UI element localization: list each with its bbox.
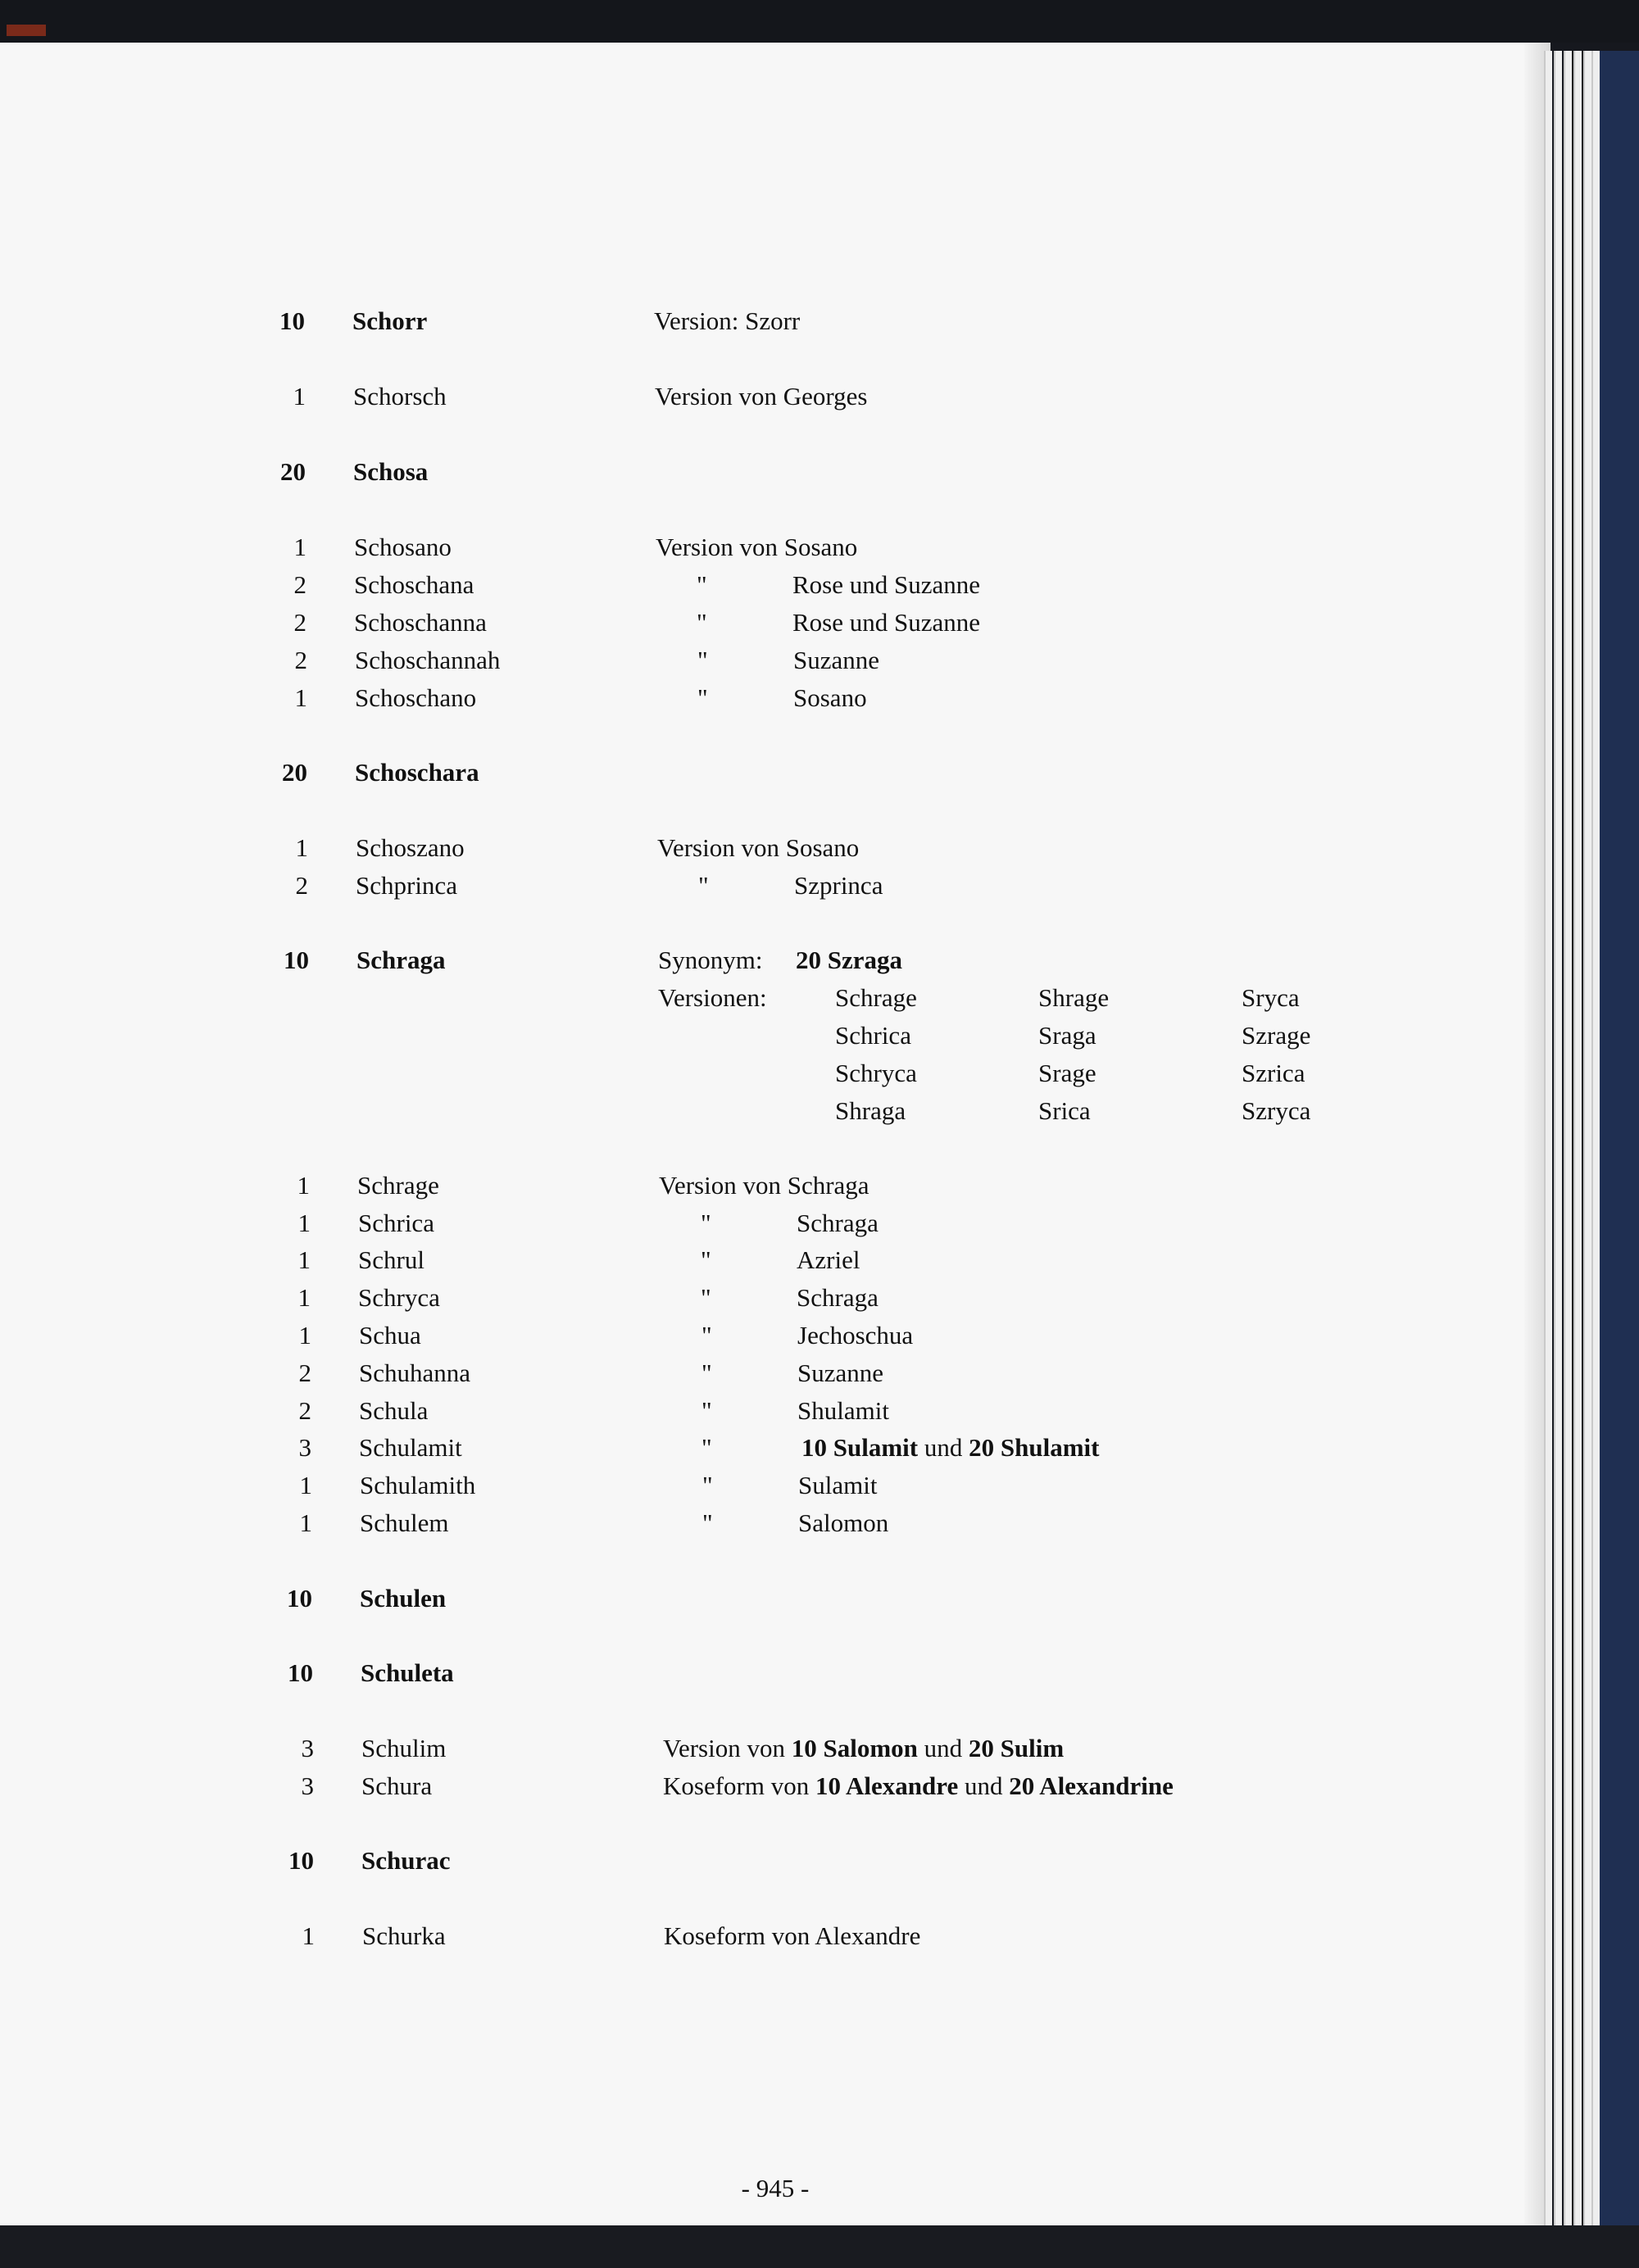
entry-reference: Szprinca bbox=[794, 871, 883, 900]
version-name: Sraga bbox=[1038, 1021, 1096, 1050]
book-cover-edge bbox=[1600, 51, 1639, 2230]
entry-description: Koseform von Alexandre bbox=[664, 1921, 921, 1950]
entry-reference: Suzanne bbox=[793, 646, 880, 674]
entry-count: 1 bbox=[302, 1921, 315, 1950]
ditto-mark: " bbox=[701, 1245, 711, 1274]
entry-name: Schula bbox=[359, 1396, 429, 1425]
ditto-mark: " bbox=[697, 570, 707, 599]
entry-reference: Azriel bbox=[797, 1245, 860, 1274]
entry-name: Schoschanna bbox=[354, 608, 487, 637]
entry-reference: Salomon bbox=[798, 1508, 889, 1537]
entry-name: Schosano bbox=[354, 533, 452, 561]
entry-reference: Schraga bbox=[797, 1283, 879, 1312]
description-part: 20 Sulim bbox=[968, 1734, 1065, 1762]
entry-count: 2 bbox=[295, 871, 308, 900]
version-name: Sryca bbox=[1242, 983, 1300, 1012]
entry-name: Schoschana bbox=[354, 570, 474, 599]
ditto-mark: " bbox=[701, 1433, 712, 1462]
entry-name: Schorr bbox=[352, 306, 428, 335]
entry-count: 1 bbox=[299, 1471, 312, 1499]
description-part: und bbox=[958, 1771, 1010, 1800]
entry-name: Schoszano bbox=[356, 833, 465, 862]
entry-name: Schosa bbox=[353, 457, 429, 486]
entry-name: Schuhanna bbox=[359, 1359, 471, 1387]
ditto-mark: " bbox=[698, 871, 709, 900]
entry-count: 10 bbox=[287, 1584, 312, 1613]
entry-count: 1 bbox=[297, 1171, 310, 1200]
entry-description: Version von Schraga bbox=[659, 1171, 869, 1200]
entry-count: 2 bbox=[298, 1359, 311, 1387]
scan-background-top bbox=[0, 0, 1639, 43]
entry-name: Schulen bbox=[360, 1584, 447, 1613]
ditto-mark: " bbox=[701, 1396, 712, 1425]
entry-reference: Sulamit bbox=[798, 1471, 878, 1499]
entry-name: Schurac bbox=[361, 1846, 451, 1875]
versions-label: Versionen: bbox=[658, 983, 767, 1012]
entry-count: 1 bbox=[294, 683, 307, 712]
entry-count: 2 bbox=[293, 570, 306, 599]
scan-corner-mark bbox=[7, 25, 46, 36]
version-name: Srica bbox=[1038, 1096, 1091, 1125]
entry-reference: Suzanne bbox=[797, 1359, 884, 1387]
entry-reference: Shulamit bbox=[797, 1396, 889, 1425]
version-name: Szrage bbox=[1242, 1021, 1311, 1050]
entry-count: 1 bbox=[297, 1245, 311, 1274]
entry-count: 1 bbox=[297, 1283, 311, 1312]
entry-count: 10 bbox=[288, 1658, 313, 1687]
scan-background-bottom bbox=[0, 2225, 1639, 2268]
entry-reference: Sosano bbox=[793, 683, 867, 712]
entry-count: 1 bbox=[298, 1321, 311, 1349]
entry-reference: Jechoschua bbox=[797, 1321, 914, 1349]
entry-description: Version von Georges bbox=[655, 382, 868, 411]
entry-name: Schura bbox=[361, 1771, 433, 1800]
entry-reference: Rose und Suzanne bbox=[792, 608, 981, 637]
entry-name: Schulim bbox=[361, 1734, 447, 1762]
entry-description: Version: Szorr bbox=[654, 306, 801, 335]
entry-name: Schrage bbox=[357, 1171, 439, 1200]
ditto-mark: " bbox=[701, 1209, 711, 1237]
entry-name: Schoschano bbox=[355, 683, 477, 712]
description-part: Version von bbox=[663, 1734, 792, 1762]
entry-name: Schua bbox=[359, 1321, 421, 1349]
entry-name: Schurka bbox=[362, 1921, 446, 1950]
entry-count: 20 bbox=[280, 457, 306, 486]
ditto-mark: " bbox=[697, 646, 708, 674]
entry-name: Schulamit bbox=[359, 1433, 462, 1462]
book-page bbox=[0, 43, 1550, 2225]
entry-count: 1 bbox=[299, 1508, 312, 1537]
entry-name: Schprinca bbox=[356, 871, 457, 900]
entry-count: 3 bbox=[301, 1734, 314, 1762]
ditto-mark: " bbox=[701, 1283, 711, 1312]
description-part: 10 Salomon bbox=[791, 1734, 918, 1762]
version-name: Shrage bbox=[1038, 983, 1110, 1012]
entry-count: 20 bbox=[282, 758, 307, 787]
description-part: und bbox=[917, 1734, 969, 1762]
synonym-label: Synonym: bbox=[658, 946, 763, 974]
ditto-mark: " bbox=[697, 683, 708, 712]
entry-count: 1 bbox=[295, 833, 308, 862]
description-part: Koseform von bbox=[663, 1771, 815, 1800]
entry-description bbox=[663, 1734, 1064, 1763]
version-name: Schrica bbox=[835, 1021, 911, 1050]
reference-part: 20 Shulamit bbox=[969, 1433, 1100, 1462]
synonym-value: 20 Szraga bbox=[796, 946, 903, 974]
description-part: 10 Alexandre bbox=[815, 1771, 959, 1800]
entry-name: Schraga bbox=[356, 946, 446, 974]
reference-part: 10 Sulamit bbox=[801, 1433, 919, 1462]
entry-name: Schoschara bbox=[355, 758, 479, 787]
entry-count: 2 bbox=[294, 646, 307, 674]
entry-count: 3 bbox=[298, 1433, 311, 1462]
entry-name: Schuleta bbox=[361, 1658, 454, 1687]
entry-count: 3 bbox=[301, 1771, 314, 1800]
entry-count: 2 bbox=[298, 1396, 311, 1425]
entry-reference: Rose und Suzanne bbox=[792, 570, 981, 599]
entry-name: Schryca bbox=[358, 1283, 440, 1312]
entry-count: 10 bbox=[279, 306, 305, 335]
entry-description: Version von Sosano bbox=[657, 833, 860, 862]
version-name: Szryca bbox=[1242, 1096, 1311, 1125]
version-name: Shraga bbox=[835, 1096, 906, 1125]
entry-name: Schoschannah bbox=[355, 646, 501, 674]
entry-name: Schrul bbox=[358, 1245, 425, 1274]
entry-count: 1 bbox=[293, 533, 306, 561]
description-part: 20 Alexandrine bbox=[1009, 1771, 1174, 1800]
page-stack-edges bbox=[1541, 51, 1603, 2227]
entry-count: 2 bbox=[293, 608, 306, 637]
entry-reference: Schraga bbox=[797, 1209, 879, 1237]
ditto-mark: " bbox=[697, 608, 707, 637]
ditto-mark: " bbox=[701, 1359, 712, 1387]
entry-description: Version von Sosano bbox=[656, 533, 858, 561]
reference-part: und bbox=[918, 1433, 969, 1462]
entry-description bbox=[663, 1771, 1174, 1801]
entry-count: 10 bbox=[284, 946, 309, 974]
version-name: Schrage bbox=[835, 983, 917, 1012]
version-name: Szrica bbox=[1242, 1059, 1305, 1087]
version-name: Schryca bbox=[835, 1059, 917, 1087]
entry-reference bbox=[801, 1433, 1099, 1463]
entry-count: 1 bbox=[297, 1209, 311, 1237]
entry-name: Schulem bbox=[360, 1508, 449, 1537]
ditto-mark: " bbox=[702, 1508, 713, 1537]
ditto-mark: " bbox=[702, 1471, 713, 1499]
version-name: Srage bbox=[1038, 1059, 1096, 1087]
page-number: - 945 - bbox=[741, 2174, 810, 2202]
entry-count: 1 bbox=[293, 382, 306, 411]
entry-name: Schrica bbox=[358, 1209, 434, 1237]
entry-name: Schulamith bbox=[360, 1471, 476, 1499]
ditto-mark: " bbox=[701, 1321, 712, 1349]
entry-name: Schorsch bbox=[353, 382, 447, 411]
entry-count: 10 bbox=[288, 1846, 314, 1875]
